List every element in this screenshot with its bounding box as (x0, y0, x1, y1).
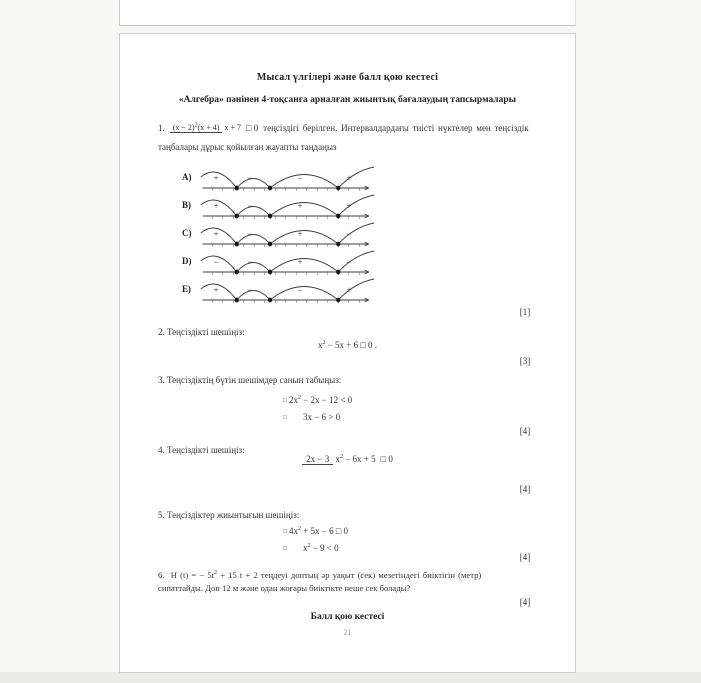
option-label: A) (182, 172, 192, 182)
page-number: 21 (343, 628, 352, 637)
interval-sign: − (213, 257, 219, 267)
question-1-number: 1. (158, 123, 165, 133)
question-2-formula: $x^2 - 5x + 6$ □ 0 . (317, 340, 378, 350)
interval-sign: − (297, 173, 303, 183)
question-5-system (283, 523, 348, 557)
option-label: C) (182, 228, 192, 238)
fraction-denominator: $x^2 - 6x + 5$ (335, 454, 376, 464)
interval-sign: − (247, 285, 253, 295)
answer-option-b (182, 192, 402, 222)
question-4-prompt: 4. Теңсіздікті шешіңіз: (158, 445, 245, 455)
question-1 (158, 116, 546, 152)
question-6-line2: сипаттайды. Доп 12 м және одан жоғары биіктікте неше сек болады? (158, 583, 411, 593)
answer-option-d (182, 248, 402, 278)
interval-sign: + (213, 285, 219, 295)
interval-sign: + (297, 257, 303, 267)
question-1-text-line2: таңбалары дұрыс қойылған жауапты таңдаңыз (158, 142, 337, 152)
option-label: B) (182, 200, 191, 210)
interval-sign: − (247, 173, 253, 183)
interval-sign: + (213, 201, 219, 211)
interval-sign: − (346, 257, 352, 267)
fraction-numerator: 2x − 3 (302, 454, 333, 465)
scoring-table-heading: Балл қою кестесі (310, 612, 385, 622)
question-5-marks: [4] (519, 552, 531, 562)
question-6-line1: 6. H (t) = − $5t^2 + 15$ t + 2 теңдеуі доптың әр уақыт (сек) мезетіндегі биіктігін (метр) (158, 570, 482, 580)
question-2-prompt: 2. Теңсіздікті шешіңіз: (158, 327, 245, 337)
interval-sign: − (346, 229, 352, 239)
background-strip (0, 672, 701, 683)
brace-glyph: □ (283, 528, 287, 535)
system-line-2: □ 3x − 6 > 0 (283, 412, 341, 422)
answer-option-e (182, 276, 402, 306)
interval-sign: − (297, 285, 303, 295)
interval-sign: + (213, 229, 219, 239)
interval-sign: + (346, 285, 352, 295)
document-page (119, 33, 576, 673)
question-4-marks: [4] (519, 484, 531, 494)
interval-sign: + (346, 201, 352, 211)
fraction-denominator: x + 7 (224, 123, 241, 133)
document-title: Мысал үлгілері және балл қою кестесі (256, 72, 439, 83)
question-3-marks: [4] (519, 426, 531, 436)
brace-glyph: □ (283, 545, 287, 552)
interval-sign: + (346, 173, 352, 183)
interval-sign: + (297, 229, 303, 239)
fraction-numerator: $(x - 2)^2(x + 4)$ (170, 123, 223, 133)
interval-sign: − (247, 229, 253, 239)
question-1-fraction (170, 123, 241, 132)
question-2-marks: [3] (519, 356, 531, 366)
previous-page-edge (119, 0, 576, 26)
question-5-prompt: 5. Теңсіздіктер жиынтығын шешіңіз: (158, 510, 300, 520)
question-6-marks: [4] (519, 597, 531, 607)
question-4-formula (120, 454, 575, 465)
brace-glyph: □ (283, 414, 287, 421)
document-subtitle: «Алгебра» пәнінен 4-тоқсанға арналған жиынтық бағалаудың тапсырмалары (178, 95, 517, 105)
question-1-marks: [1] (519, 307, 531, 317)
interval-sign: + (297, 201, 303, 211)
interval-sign: − (247, 201, 253, 211)
brace-glyph: □ (283, 397, 287, 404)
option-label: D) (182, 256, 192, 266)
question-6-formula: H (t) = − $5t^2 + 15$ t + 2 (170, 570, 258, 580)
option-label: E) (182, 284, 191, 294)
question-4-fraction (302, 454, 375, 465)
interval-sign: − (247, 257, 253, 267)
answer-option-c (182, 220, 402, 250)
question-1-line1 (158, 116, 546, 140)
answer-option-a (182, 164, 402, 194)
question-1-relation: □ 0 (245, 123, 259, 133)
interval-sign: + (213, 173, 219, 183)
system-line-2 (283, 540, 348, 557)
line2-formula: $x^2 - 9 < 0$ (302, 543, 339, 553)
question-3-system (283, 392, 352, 426)
system-line-1: □ $4x^2 + 5x - 6$ □ 0 (283, 526, 349, 536)
question-4-relation: □ 0 (380, 454, 393, 465)
question-6 (158, 569, 548, 595)
question-1-text: теңсіздігі берілген. Интервалдардағы тиісті нүктелер мен теңсіздік (263, 123, 529, 133)
system-line-1: □ $2x^2 - 2x - 12 < 0$ (283, 395, 353, 405)
question-3-prompt: 3. Теңсіздіктің бүтін шешімдер санын табыңыз: (158, 375, 342, 385)
